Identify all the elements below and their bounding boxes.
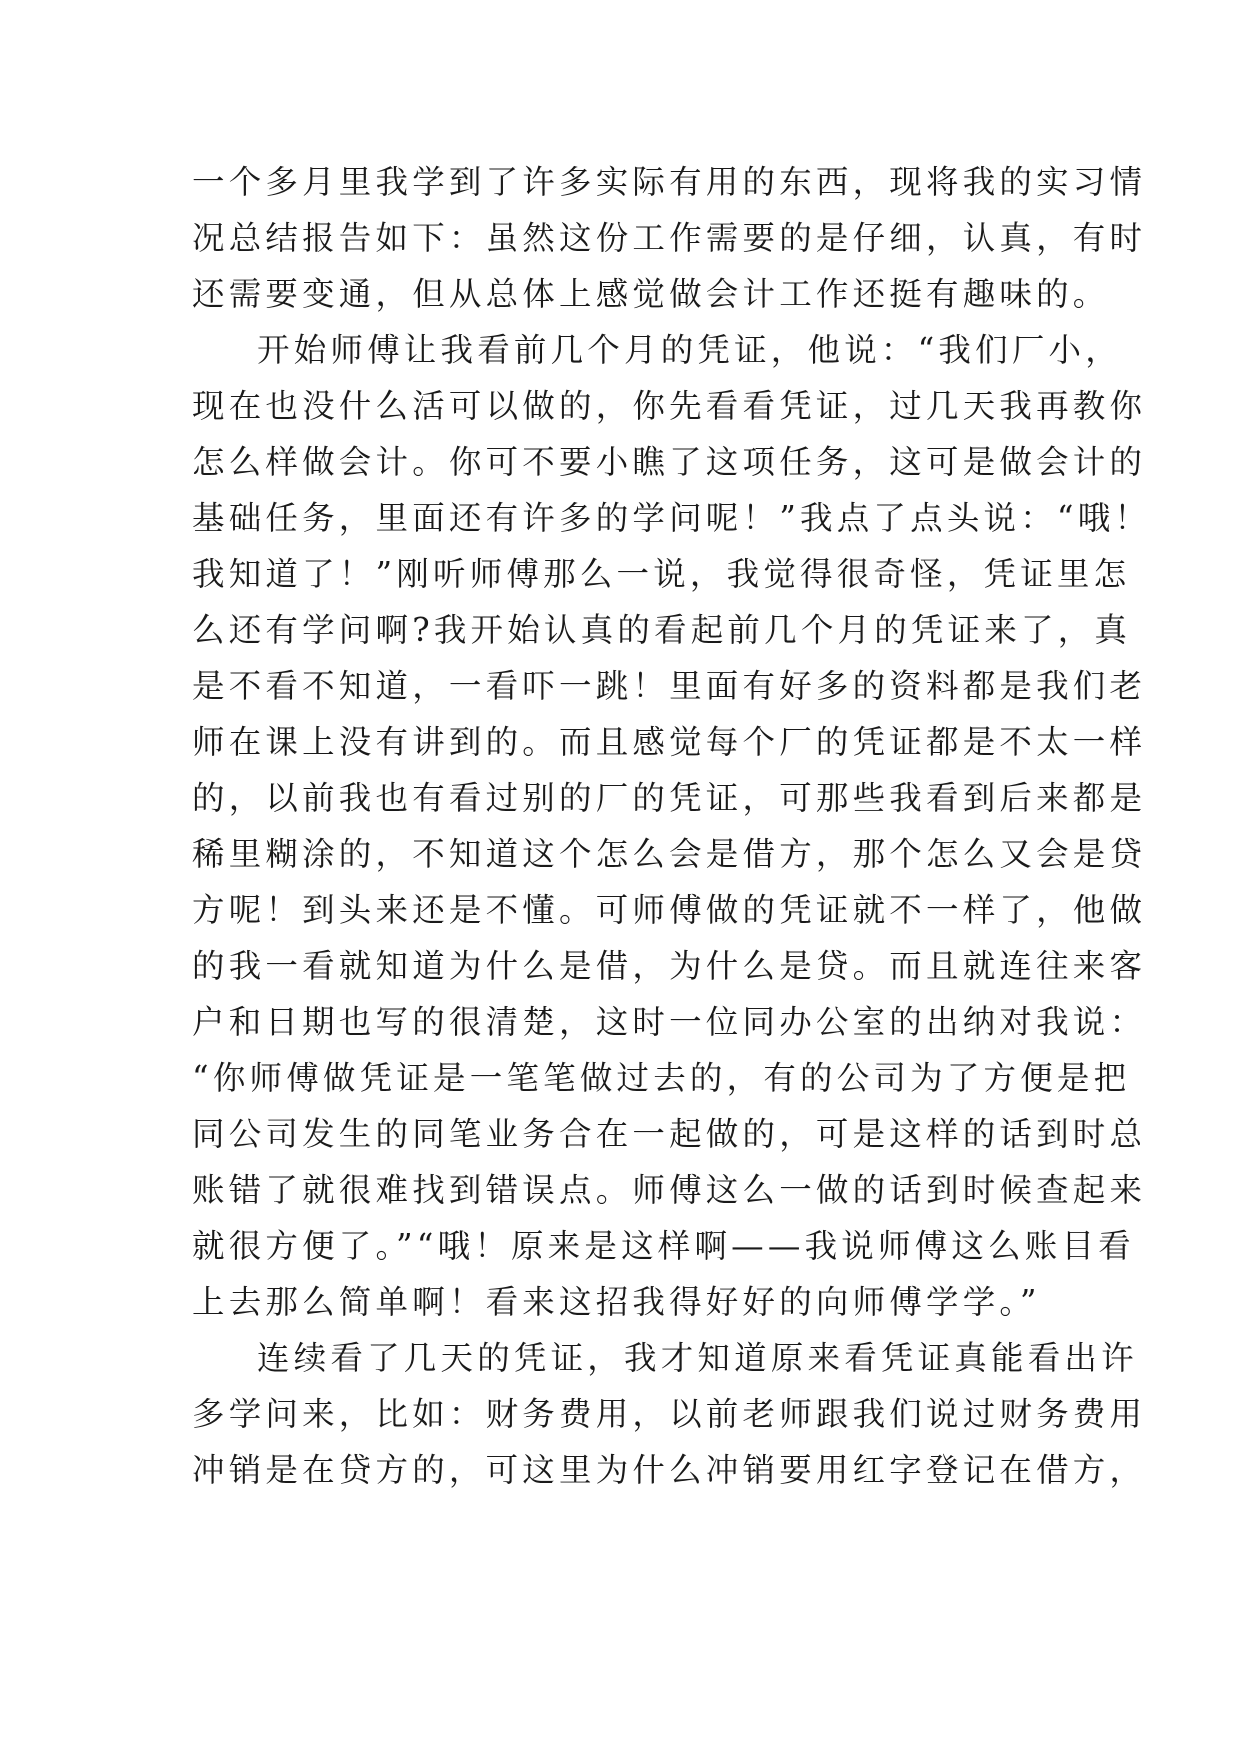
text-line: 我知道了！”刚听师傅那么一说，我觉得很奇怪，凭证里怎 (192, 555, 1131, 593)
paragraph-start-line: 开始师傅让我看前几个月的凭证，他说：“我们厂小， (257, 331, 1122, 369)
text-line: 的，以前我也有看过别的厂的凭证，可那些我看到后来都是 (192, 779, 1147, 817)
text-line: 还需要变通，但从总体上感觉做会计工作还挺有趣味的。 (192, 275, 1110, 313)
text-line: 基础任务，里面还有许多的学问呢！”我点了点头说：“哦！ (192, 499, 1152, 537)
text-line: 的我一看就知道为什么是借，为什么是贷。而且就连往来客 (192, 947, 1147, 985)
text-line: 上去那么简单啊！看来这招我得好好的向师傅学学。” (192, 1283, 1041, 1321)
text-line: 稀里糊涂的，不知道这个怎么会是借方，那个怎么又会是贷 (192, 835, 1147, 873)
text-line: 账错了就很难找到错误点。师傅这么一做的话到时候查起来 (192, 1171, 1147, 1209)
text-line: 现在也没什么活可以做的，你先看看凭证，过几天我再教你 (192, 387, 1147, 425)
text-line: 是不看不知道，一看吓一跳！里面有好多的资料都是我们老 (192, 667, 1147, 705)
text-line: 多学问来，比如：财务费用，以前老师跟我们说过财务费用 (192, 1395, 1147, 1433)
text-line: 方呢！到头来还是不懂。可师傅做的凭证就不一样了，他做 (192, 891, 1147, 929)
body-text (192, 154, 1152, 1498)
text-line: 况总结报告如下：虽然这份工作需要的是仔细，认真，有时 (192, 219, 1147, 257)
paragraph-start-line: 连续看了几天的凭证，我才知道原来看凭证真能看出许 (257, 1339, 1138, 1377)
text-line: 么还有学问啊?我开始认真的看起前几个月的凭证来了，真 (192, 611, 1132, 649)
text-line: 一个多月里我学到了许多实际有用的东西，现将我的实习情 (192, 163, 1147, 201)
text-line: “你师傅做凭证是一笔笔做过去的，有的公司为了方便是把 (192, 1059, 1131, 1097)
text-line: 冲销是在贷方的，可这里为什么冲销要用红字登记在借方， (192, 1451, 1147, 1489)
text-line: 就很方便了。”“哦！原来是这样啊——我说师傅这么账目看 (192, 1227, 1135, 1265)
text-line: 怎么样做会计。你可不要小瞧了这项任务，这可是做会计的 (192, 443, 1147, 481)
text-line: 同公司发生的同笔业务合在一起做的，可是这样的话到时总 (192, 1115, 1147, 1153)
text-line: 师在课上没有讲到的。而且感觉每个厂的凭证都是不太一样 (192, 723, 1147, 761)
text-line: 户和日期也写的很清楚，这时一位同办公室的出纳对我说： (192, 1003, 1147, 1041)
